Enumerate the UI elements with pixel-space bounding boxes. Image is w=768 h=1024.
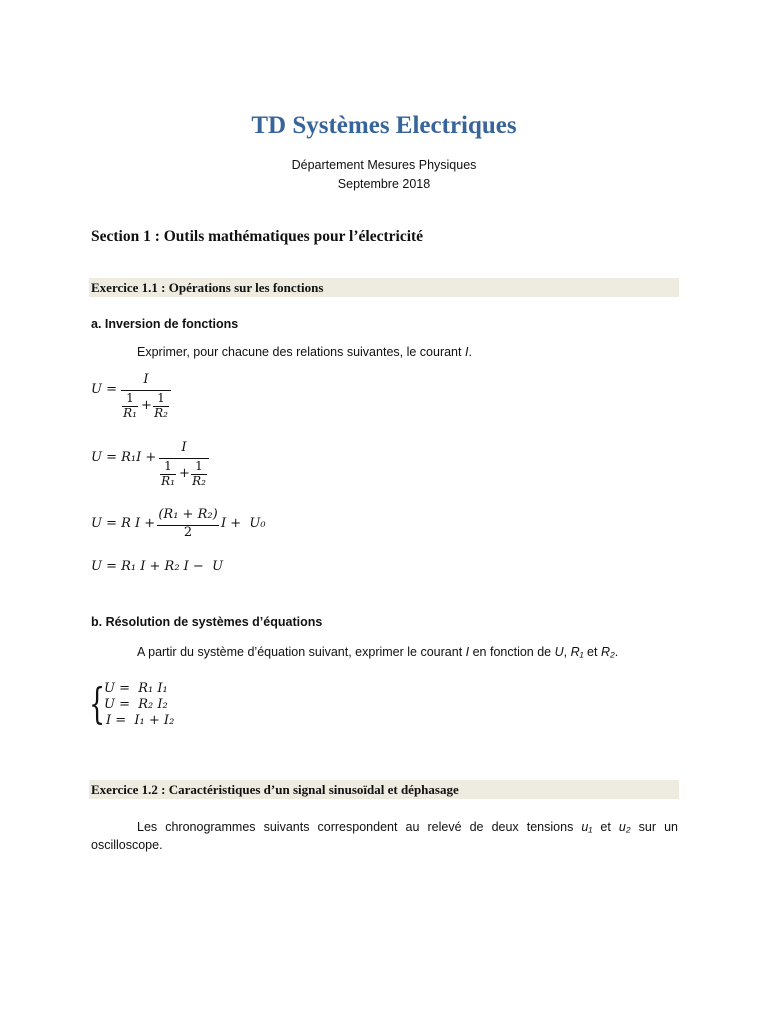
instr-b-var-r2: R₂ [600,645,615,659]
eq2-inner-den-1: R₁ [161,474,175,488]
equation-3 [91,507,291,543]
system-line-2: U = R₂ I₂ [104,697,168,712]
eq3-lhs: U = R I + [91,516,156,531]
date-line: Septembre 2018 [337,177,431,191]
eq2-inner-num-2: 1 [195,459,203,473]
equation-system [89,681,209,731]
eq2-inner-den-2: R₂ [192,474,206,488]
system-line-3: I = I₁ + I₂ [106,713,175,728]
instr-b-sep-1: , [563,645,571,659]
exercise-1-1-heading: Exercice 1.1 : Opérations sur les fonctions [89,278,679,297]
section-title: Section 1 : Outils mathématiques pour l’électricité [91,228,424,245]
eq1-inner-den-1: R₁ [123,406,137,420]
ex12-text-2: et [592,820,619,834]
instr-b-text-1: A partir du système d’équation suivant, exprimer le courant [137,645,466,659]
system-line-1: U = R₁ I₁ [104,681,168,696]
eq2-inner-num-1: 1 [164,459,172,473]
instr-b-var-u: U [554,645,564,659]
department-line: Département Mesures Physiques [291,158,477,172]
equation-4: U = R₁ I + R₂ I − U [91,559,224,574]
eq1-inner-num-1: 1 [126,391,134,405]
instruction-end: . [468,345,472,359]
eq3-denominator: 2 [183,525,193,540]
eq2-lhs: U = R₁I + [91,450,157,465]
instr-b-end: . [614,645,619,659]
part-b-heading: b. Résolution de systèmes d’équations [91,615,323,629]
instr-b-sep-2: et [583,645,601,659]
part-a-instruction [137,345,472,359]
exercise-1-2-text [91,818,678,854]
eq1-inner-num-2: 1 [157,391,165,405]
instr-b-text-2: en fonction de [469,645,555,659]
instr-b-var-i: I [465,645,470,659]
ex12-text-3: sur un oscilloscope. [91,820,679,852]
instruction-var: I [464,345,469,359]
equation-1 [91,372,211,422]
ex12-text-1: Les chronogrammes suivants correspondent au relevé de deux tensions [137,820,582,834]
eq1-lhs: U = [91,382,117,397]
eq2-numerator: I [181,440,187,455]
eq3-rhs: I + U₀ [221,516,266,531]
eq1-inner-den-2: R₂ [154,406,168,420]
instruction-text: Exprimer, pour chacune des relations suivantes, le courant [137,345,465,359]
part-a-heading: a. Inversion de fonctions [91,317,239,331]
eq2-plus: + [179,466,190,481]
ex12-var-u1: u₁ [581,820,593,834]
ex12-var-u2: u₂ [618,820,631,834]
instr-b-var-r1: R₁ [570,645,584,659]
eq3-numerator: (R₁ + R₂) [158,507,218,522]
eq1-plus: + [141,398,152,413]
equation-2 [91,440,251,490]
part-b-instruction [137,645,618,659]
eq1-numerator: I [143,372,149,387]
exercise-1-2-heading: Exercice 1.2 : Caractéristiques d’un signal sinusoïdal et déphasage [89,780,679,799]
document-title: TD Systèmes Electriques [251,112,517,139]
system-brace: { [89,679,106,728]
